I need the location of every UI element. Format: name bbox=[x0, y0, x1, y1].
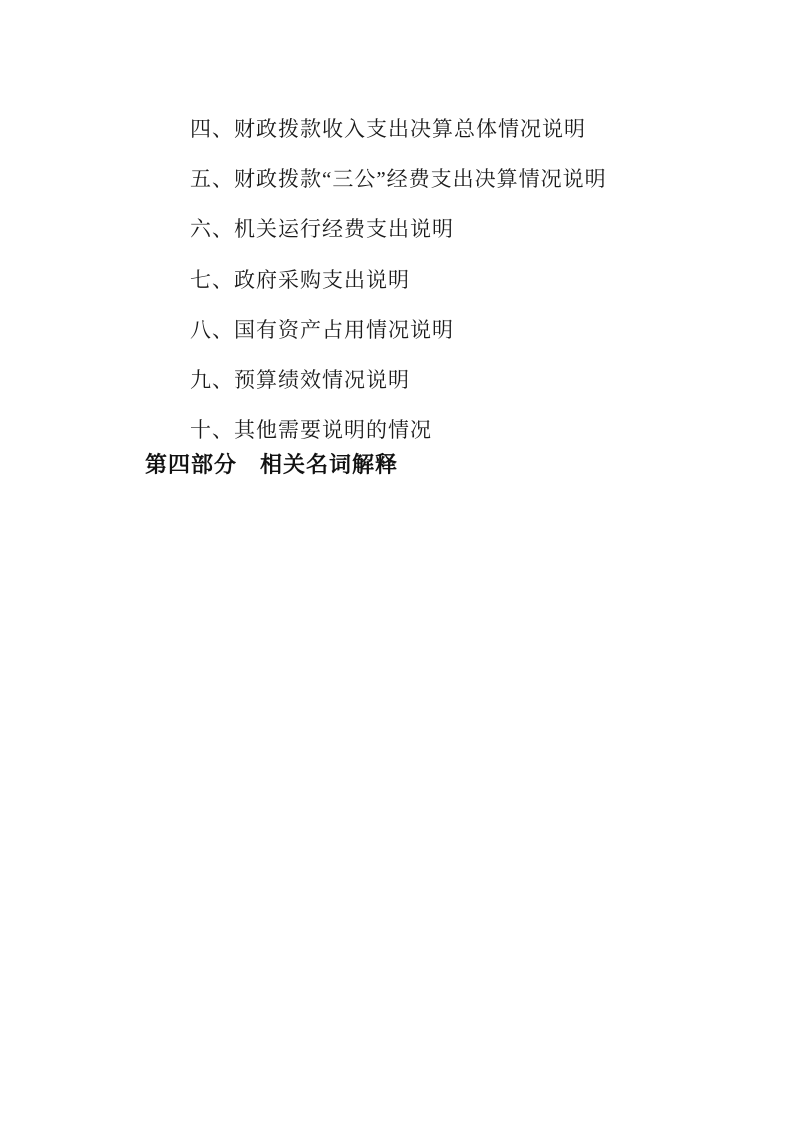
toc-item-5: 五、财政拨款“三公”经费支出决算情况说明 bbox=[190, 167, 607, 192]
toc-item-10: 十、其他需要说明的情况 bbox=[190, 418, 432, 443]
toc-item-6: 六、机关运行经费支出说明 bbox=[190, 217, 454, 242]
table-of-contents bbox=[0, 104, 793, 455]
toc-item-9: 九、预算绩效情况说明 bbox=[190, 368, 410, 393]
toc-item-7: 七、政府采购支出说明 bbox=[190, 267, 410, 292]
toc-item-4: 四、财政拨款收入支出决算总体情况说明 bbox=[190, 117, 586, 141]
toc-item-8: 八、国有资产占用情况说明 bbox=[190, 317, 454, 342]
section-heading-part4: 第四部分 相关名词解释 bbox=[145, 452, 399, 477]
